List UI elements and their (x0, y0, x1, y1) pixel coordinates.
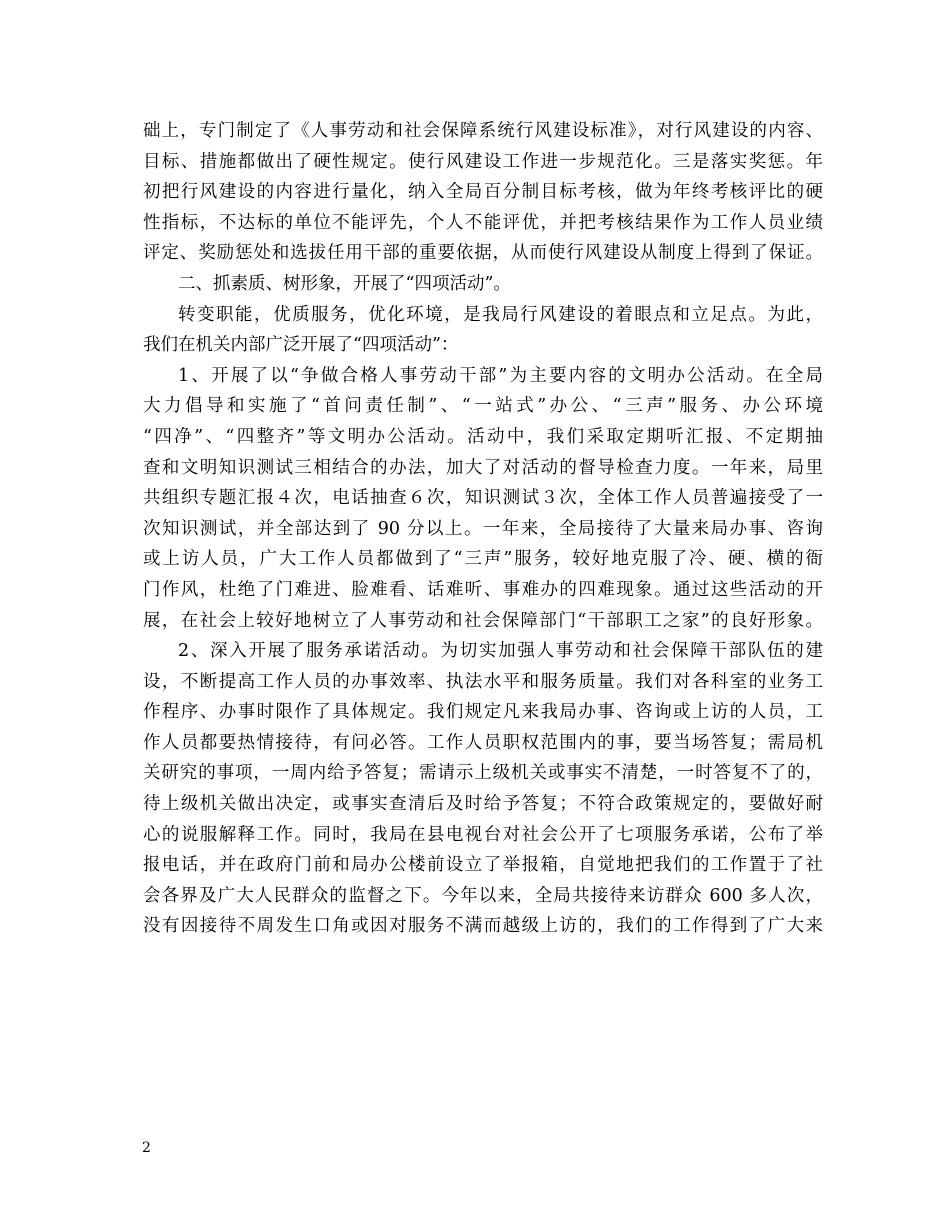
text-line: “四净”、“四整齐”等文明办公活动。活动中，我们采取定期听汇报、不定期抽 (143, 426, 823, 447)
text-line: 大力倡导和实施了“首问责任制”、“一站式”办公、“三声”服务、办公环境 (143, 396, 823, 417)
text-line: 作人员都要热情接待，有问必答。工作人员职权范围内的事，要当场答复；需局机 (143, 732, 823, 753)
text-line: 2、深入开展了服务承诺活动。为切实加强人事劳动和社会保障干部队伍的建 (178, 641, 823, 662)
text-line: 共组织专题汇报４次，电话抽查６次，知识测试３次，全体工作人员普遍接受了一 (143, 488, 823, 509)
text-line: 门作风，杜绝了门难进、脸难看、话难听、事难办的四难现象。通过这些活动的开 (143, 579, 823, 600)
text-line: 作程序、办事时限作了具体规定。我们规定凡来我局办事、咨询或上访的人员，工 (143, 702, 823, 723)
body-text (143, 116, 823, 942)
text-line: 目标、措施都做出了硬性规定。使行风建设工作进一步规范化。三是落实奖惩。年 (143, 151, 823, 172)
text-line: 报电话，并在政府门前和局办公楼前设立了举报箱，自觉地把我们的工作置于了社 (143, 855, 823, 876)
text-line: 性指标，不达标的单位不能评先，个人不能评优，并把考核结果作为工作人员业绩 (143, 212, 823, 233)
text-line: 评定、奖励惩处和选拔任用干部的重要依据，从而使行风建设从制度上得到了保证。 (143, 243, 823, 264)
text-line: 查和文明知识测试三相结合的办法，加大了对活动的督导检查力度。一年来，局里 (143, 457, 823, 478)
text-line: 待上级机关做出决定，或事实查清后及时给予答复；不符合政策规定的，要做好耐 (143, 794, 823, 815)
text-line: 础上，专门制定了《人事劳动和社会保障系统行风建设标准》，对行风建设的内容、 (143, 121, 823, 141)
text-line: 没有因接待不周发生口角或因对服务不满而越级上访的，我们的工作得到了广大来 (143, 916, 823, 937)
text-line: 转变职能，优质服务，优化环境，是我局行风建设的着眼点和立足点。为此， (178, 304, 823, 325)
text-line: 次知识测试，并全部达到了 90 分以上。一年来，全局接待了大量来局办事、咨询 (143, 518, 823, 539)
text-line: 展，在社会上较好地树立了人事劳动和社会保障部门“干部职工之家”的良好形象。 (143, 610, 823, 631)
text-line: 设，不断提高工作人员的办事效率、执法水平和服务质量。我们对各科室的业务工 (143, 671, 823, 692)
text-line: 初把行风建设的内容进行量化，纳入全局百分制目标考核，做为年终考核评比的硬 (143, 182, 823, 203)
text-line: 会各界及广大人民群众的监督之下。今年以来，全局共接待来访群众 600 多人次， (143, 885, 823, 906)
text-line: 1、开展了以“争做合格人事劳动干部”为主要内容的文明办公活动。在全局 (178, 365, 823, 386)
section-heading: 二、抓素质、树形象，开展了“四项活动”。 (178, 273, 511, 294)
text-line: 关研究的事项，一周内给予答复；需请示上级机关或事实不清楚，一时答复不了的， (143, 763, 823, 784)
text-line: 或上访人员，广大工作人员都做到了“三声”服务，较好地克服了冷、硬、横的衙 (143, 549, 823, 570)
page-number: 2 (142, 1140, 151, 1156)
text-line: 我们在机关内部广泛开展了“四项活动”： (143, 335, 459, 356)
text-line: 心的说服解释工作。同时，我局在县电视台对社会公开了七项服务承诺，公布了举 (143, 824, 823, 845)
